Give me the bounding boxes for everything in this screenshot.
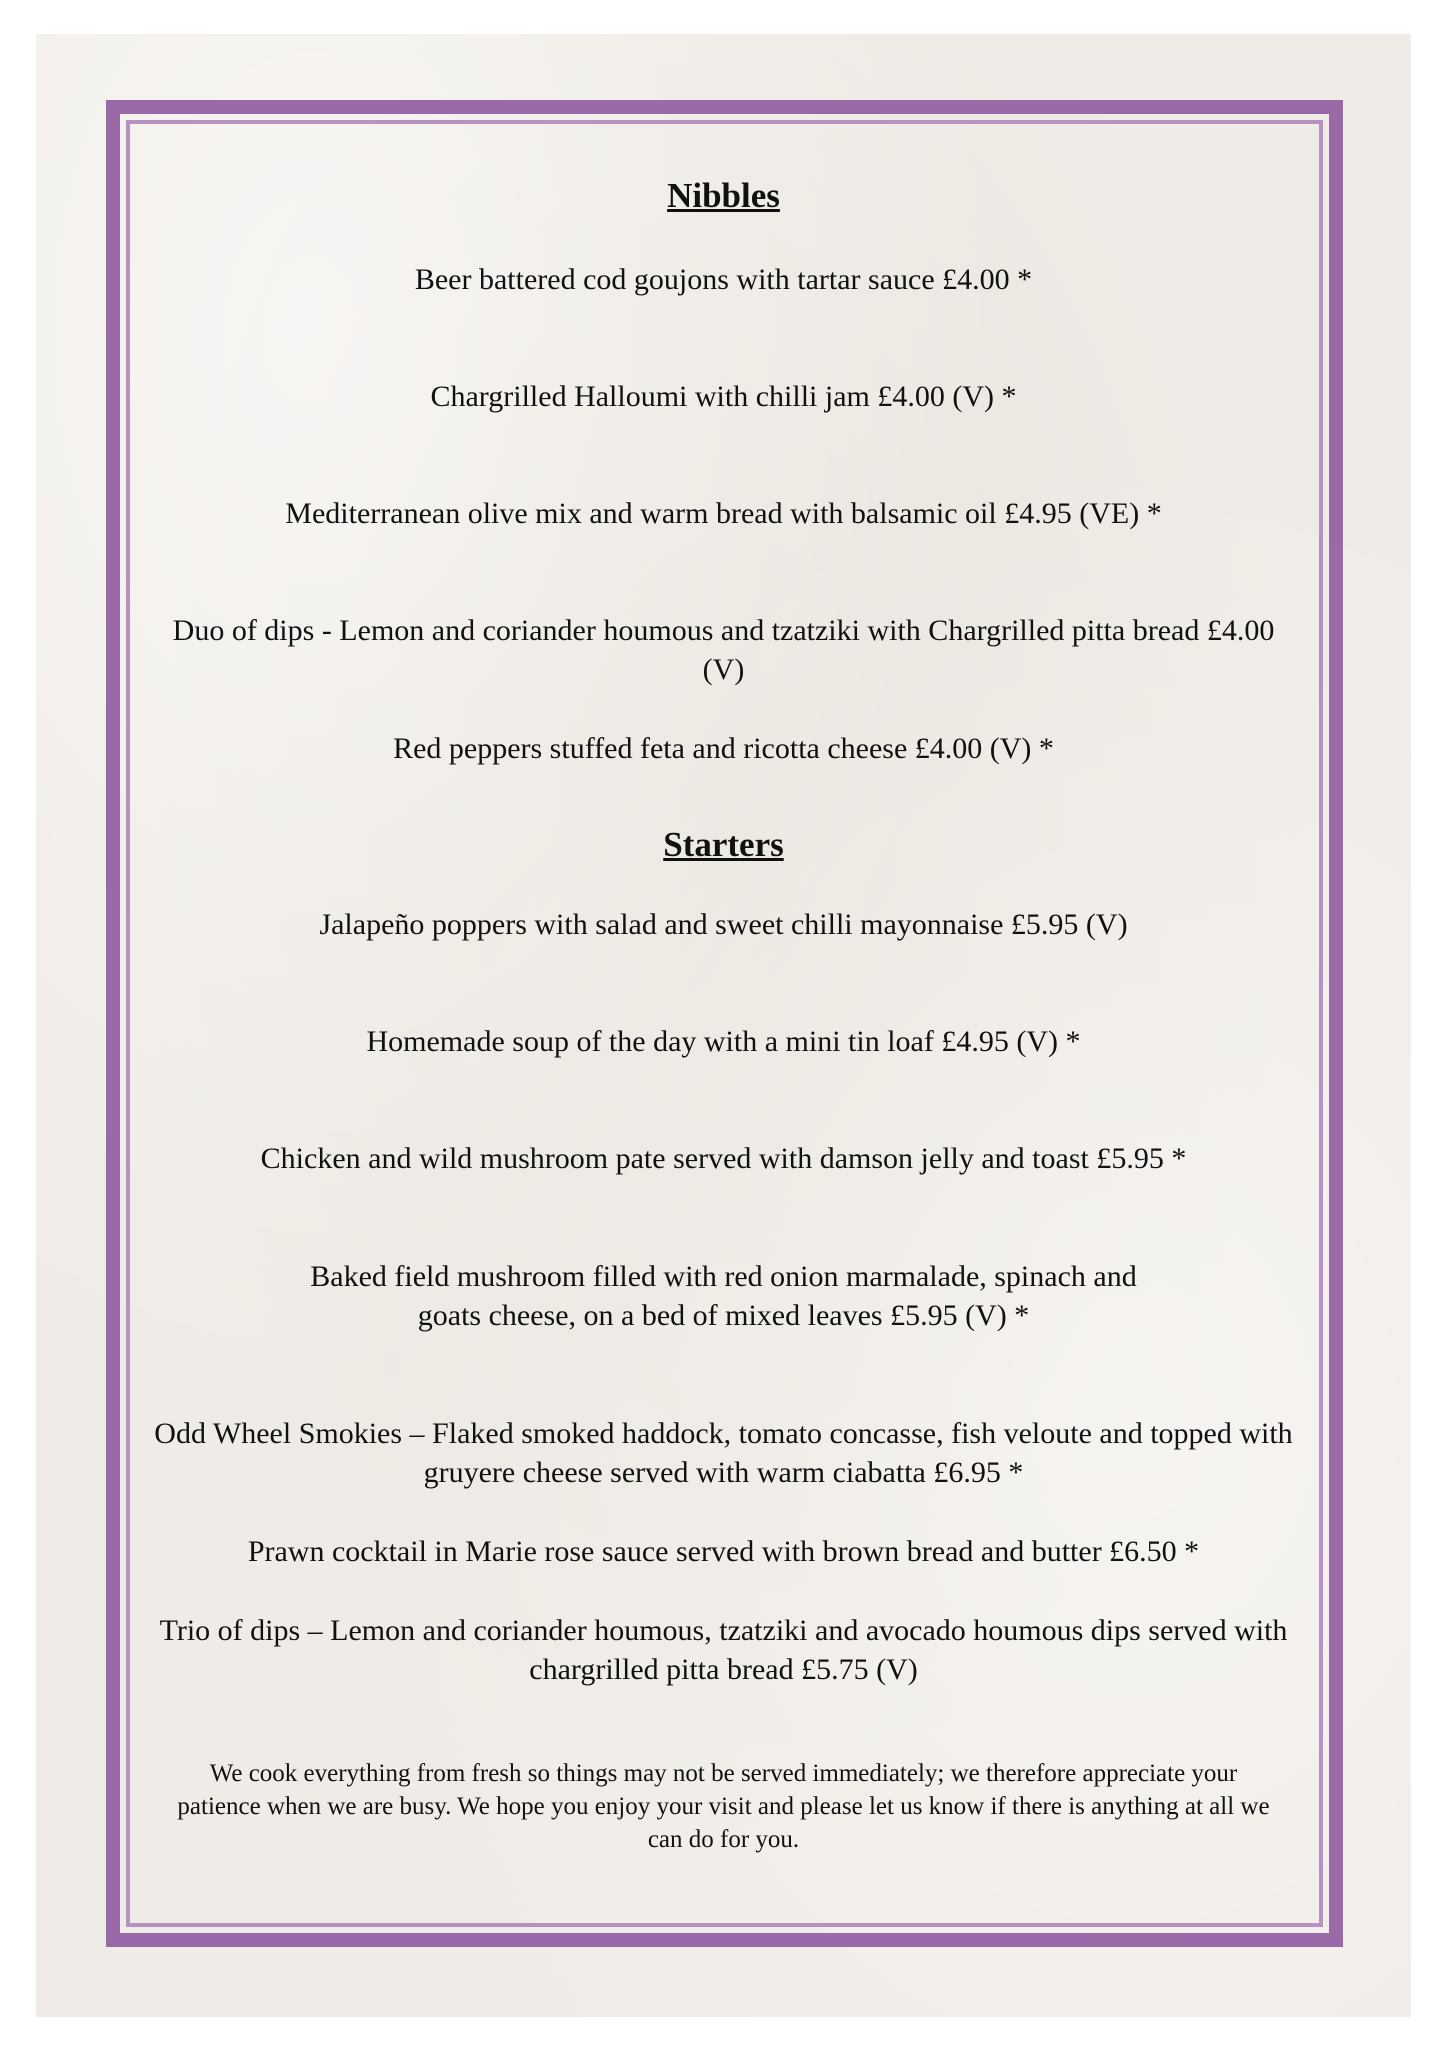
menu-item: Homemade soup of the day with a mini tin loaf £4.95 (V) *: [366, 1025, 1081, 1058]
menu-item: Trio of dips – Lemon and coriander houmous, tzatziki and avocado houmous dips served with chargrilled pitta bread £5.75 (V): [159, 1614, 1288, 1686]
menu-item: Beer battered cod goujons with tartar sauce £4.00 *: [414, 263, 1033, 296]
menu-item: Duo of dips - Lemon and coriander houmous and tzatziki with Chargrilled pitta bread £4.00 (V): [172, 614, 1275, 686]
menu-item: Odd Wheel Smokies – Flaked smoked haddock, tomato concasse, fish veloute and topped with gruyere cheese served with warm ciabatta £6.95 *: [154, 1417, 1293, 1489]
footer-note: We cook everything from fresh so things may not be served immediately; we therefore appreciate your patience when we are busy. We hope you enjoy your visit and please let us know if there is anything at all we can do for you.: [177, 1760, 1270, 1853]
menu-item: Prawn cocktail in Marie rose sauce served with brown bread and butter £6.50 *: [247, 1535, 1200, 1568]
menu-item: Mediterranean olive mix and warm bread with balsamic oil £4.95 (VE) *: [285, 497, 1162, 530]
menu-item: Jalapeño poppers with salad and sweet chilli mayonnaise £5.95 (V): [319, 908, 1128, 941]
nibbles-heading: Nibbles: [667, 176, 780, 215]
menu-content: [140, 176, 1307, 1856]
menu-item: Baked field mushroom filled with red onion marmalade, spinach and goats cheese, on a bed of mixed leaves £5.95 (V) *: [310, 1260, 1137, 1332]
menu-item: Chargrilled Halloumi with chilli jam £4.00 (V) *: [430, 380, 1017, 413]
menu-item: Chicken and wild mushroom pate served with damson jelly and toast £5.95 *: [260, 1142, 1187, 1175]
starters-heading: Starters: [663, 825, 784, 864]
menu-item: Red peppers stuffed feta and ricotta cheese £4.00 (V) *: [393, 732, 1054, 765]
